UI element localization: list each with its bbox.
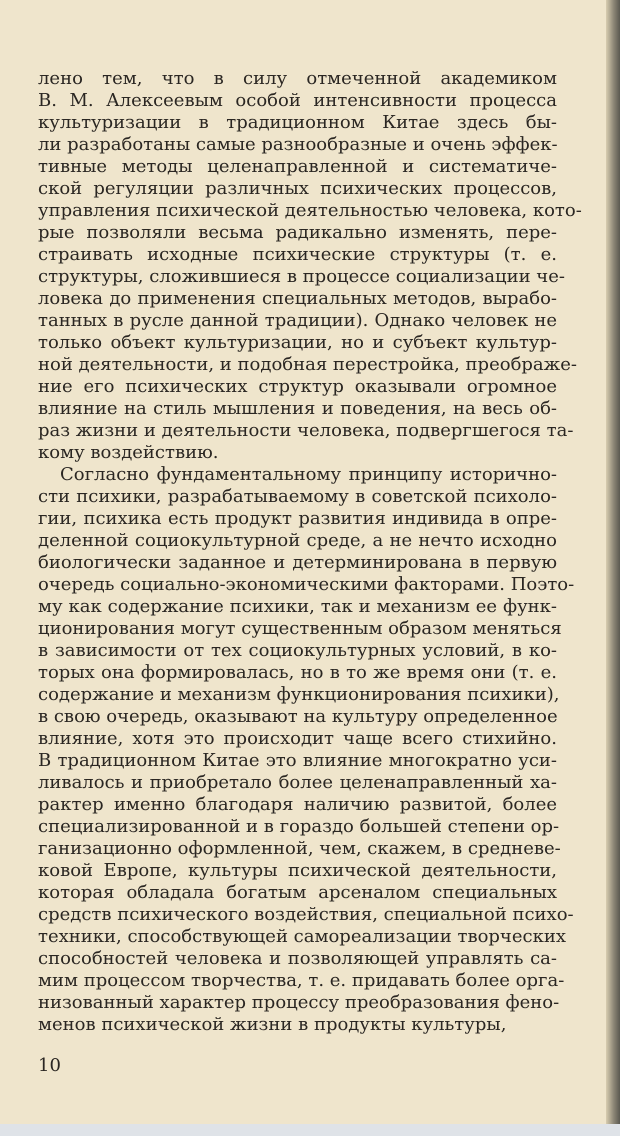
text-line: страивать исходные психические структуры (т. е. — [38, 244, 557, 265]
text-line: тивные методы целенаправленной и систематиче- — [38, 156, 557, 177]
text-line: раз жизни и деятельности человека, подвергшегося та- — [38, 420, 574, 441]
text-line: танных в русле данной традиции). Однако человек не — [38, 310, 557, 331]
text-line: В. М. Алексеевым особой интенсивности процесса — [38, 90, 557, 111]
text-line: биологически заданное и детерминирована в первую — [38, 552, 557, 573]
text-line: способностей человека и позволяющей управлять са- — [38, 948, 557, 969]
text-line: мим процессом творчества, т. е. придавать более орга- — [38, 970, 565, 991]
text-line: менов психической жизни в продукты культуры, — [38, 1014, 507, 1035]
text-line: структуры, сложившиеся в процессе социализации че- — [38, 266, 565, 287]
text-line: низованный характер процессу преобразования фено- — [38, 992, 560, 1013]
text-line: которая обладала богатым арсеналом специальных — [38, 882, 557, 903]
text-line: ционирования могут существенным образом меняться — [38, 618, 562, 639]
text-line: рые позволяли весьма радикально изменять, пере- — [38, 222, 557, 243]
text-line: кому воздействию. — [38, 442, 219, 463]
text-line: ковой Европе, культуры психической деятельности, — [38, 860, 557, 881]
text-line: в свою очередь, оказывают на культуру определенное — [38, 706, 558, 727]
text-line: влияние, хотя это происходит чаще всего стихийно. — [38, 728, 557, 749]
text-line: гии, психика есть продукт развития индивида в опре- — [38, 508, 557, 529]
text-line: ской регуляции различных психических процессов, — [38, 178, 557, 199]
text-line: только объект культуризации, но и субъект культур- — [38, 332, 557, 353]
text-line: в зависимости от тех социокультурных условий, в ко- — [38, 640, 557, 661]
page-number: 10 — [38, 1055, 61, 1076]
text-line: культуризации в традиционном Китае здесь бы- — [38, 112, 557, 133]
text-line: ли разработаны самые разнообразные и очень эффек- — [38, 134, 558, 155]
text-line: сти психики, разрабатываемому в советской психоло- — [38, 486, 557, 507]
text-line: торых она формировалась, но в то же время они (т. е. — [38, 662, 557, 683]
text-line: ловека до применения специальных методов, вырабо- — [38, 288, 557, 309]
text-line: ной деятельности, и подобная перестройка, преображе- — [38, 354, 577, 375]
text-line: техники, способствующей самореализации творческих — [38, 926, 566, 947]
text-line: деленной социокультурной среде, а не нечто исходно — [38, 530, 557, 551]
text-line: ганизационно оформленной, чем, скажем, в средневе- — [38, 838, 561, 859]
text-line: ние его психических структур оказывали огромное — [38, 376, 557, 397]
text-line: управления психической деятельностью человека, кото- — [38, 200, 582, 221]
text-line: В традиционном Китае это влияние многократно уси- — [38, 750, 557, 771]
text-line: содержание и механизм функционирования психики), — [38, 684, 560, 705]
text-line: очередь социально-экономическими факторами. Поэто- — [38, 574, 575, 595]
text-line: специализированной и в гораздо большей степени ор- — [38, 816, 560, 837]
text-line: му как содержание психики, так и механизм ее функ- — [38, 596, 557, 617]
text-line: лено тем, что в силу отмеченной академиком — [38, 68, 557, 89]
text-line: влияние на стиль мышления и поведения, на весь об- — [38, 398, 557, 419]
text-line: Согласно фундаментальному принципу исторично- — [60, 464, 557, 485]
text-line: средств психического воздействия, специальной психо- — [38, 904, 574, 925]
text-line: рактер именно благодаря наличию развитой, более — [38, 794, 557, 815]
text-line: ливалось и приобретало более целенаправленный ха- — [38, 772, 557, 793]
